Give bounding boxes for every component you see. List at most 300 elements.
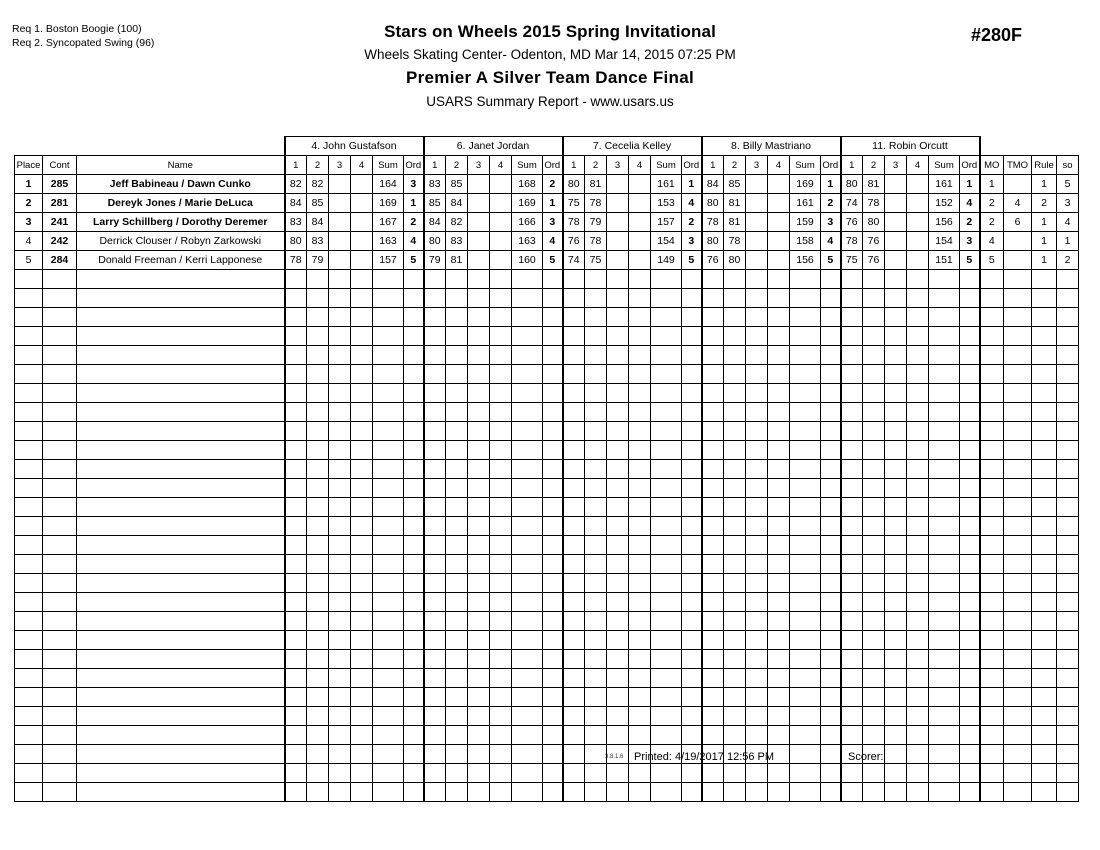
cell-blank <box>1057 308 1079 327</box>
cell-blank <box>585 593 607 612</box>
cell-score <box>351 194 373 213</box>
cell-blank <box>980 460 1004 479</box>
table-row[interactable] <box>15 175 1079 194</box>
cell-name: Derrick Clouser / Robyn Zarkowski <box>77 232 285 251</box>
cell-blank <box>373 593 404 612</box>
cell-blank <box>543 688 563 707</box>
cell-blank <box>821 688 841 707</box>
cell-blank <box>1057 574 1079 593</box>
column-header-row <box>15 156 1079 175</box>
cell-blank <box>907 726 929 745</box>
cell-blank <box>629 726 651 745</box>
cell-blank <box>512 517 543 536</box>
cell-blank <box>446 327 468 346</box>
cell-blank <box>446 574 468 593</box>
table-row-blank[interactable] <box>15 517 1079 536</box>
cell-blank <box>15 346 43 365</box>
cell-blank <box>446 403 468 422</box>
cell-blank <box>790 327 821 346</box>
cell-blank <box>790 479 821 498</box>
cell-blank <box>329 612 351 631</box>
cell-blank <box>307 669 329 688</box>
cell-blank <box>960 764 980 783</box>
cell-blank <box>446 289 468 308</box>
cell-blank <box>724 403 746 422</box>
cell-score <box>907 251 929 270</box>
cell-blank <box>960 384 980 403</box>
cell-score <box>885 175 907 194</box>
cell-blank <box>543 498 563 517</box>
cell-blank <box>285 308 307 327</box>
cell-blank <box>790 346 821 365</box>
cell-blank <box>651 707 682 726</box>
cell-blank <box>790 650 821 669</box>
cell-blank <box>863 726 885 745</box>
cell-ord: 1 <box>821 175 841 194</box>
cell-blank <box>768 593 790 612</box>
cell-blank <box>446 650 468 669</box>
cell-blank <box>629 498 651 517</box>
cell-blank <box>543 650 563 669</box>
cell-ord: 4 <box>960 194 980 213</box>
cell-score <box>746 175 768 194</box>
column-header-sub-ord: Ord <box>821 156 841 175</box>
cell-blank <box>907 327 929 346</box>
judge-header: 6. Janet Jordan <box>424 137 563 156</box>
cell-blank <box>724 327 746 346</box>
cell-blank <box>841 631 863 650</box>
table-row-blank[interactable] <box>15 764 1079 783</box>
cell-blank <box>929 688 960 707</box>
cell-so: 4 <box>1057 213 1079 232</box>
cell-blank <box>490 422 512 441</box>
table-row-blank[interactable] <box>15 726 1079 745</box>
cell-blank <box>702 650 724 669</box>
cell-blank <box>15 403 43 422</box>
cell-blank <box>746 384 768 403</box>
cell-blank <box>702 707 724 726</box>
cell-blank <box>960 688 980 707</box>
column-header-sub-4: 4 <box>907 156 929 175</box>
cell-blank <box>43 536 77 555</box>
cell-blank <box>563 593 585 612</box>
cell-blank <box>585 498 607 517</box>
cell-blank <box>1032 574 1057 593</box>
column-header-sub-4: 4 <box>490 156 512 175</box>
cell-blank <box>424 669 446 688</box>
cell-blank <box>724 479 746 498</box>
cell-blank <box>490 517 512 536</box>
cell-blank <box>651 365 682 384</box>
cell-blank <box>512 574 543 593</box>
cell-blank <box>15 707 43 726</box>
cell-blank <box>682 726 702 745</box>
cell-blank <box>512 612 543 631</box>
cell-blank <box>929 726 960 745</box>
cell-blank <box>980 783 1004 802</box>
cell-blank <box>651 574 682 593</box>
cell-blank <box>629 460 651 479</box>
cell-blank <box>329 460 351 479</box>
cell-ord: 2 <box>960 213 980 232</box>
cell-score: 84 <box>307 213 329 232</box>
cell-blank <box>841 384 863 403</box>
cell-blank <box>724 308 746 327</box>
cell-blank <box>285 327 307 346</box>
table-row-blank[interactable] <box>15 498 1079 517</box>
cell-blank <box>790 783 821 802</box>
cell-blank <box>15 764 43 783</box>
cell-blank <box>682 308 702 327</box>
cell-blank <box>1004 384 1032 403</box>
results-table <box>14 136 1079 802</box>
cell-sum: 163 <box>512 232 543 251</box>
cell-blank <box>607 498 629 517</box>
cell-blank <box>307 498 329 517</box>
cell-blank <box>607 631 629 650</box>
judge-header: 8. Billy Mastriano <box>702 137 841 156</box>
cell-blank <box>790 669 821 688</box>
cell-rule: 1 <box>1032 175 1057 194</box>
table-row-blank[interactable] <box>15 403 1079 422</box>
cell-blank <box>629 574 651 593</box>
cell-blank <box>980 270 1004 289</box>
cell-blank <box>468 707 490 726</box>
cell-score <box>468 232 490 251</box>
cell-blank <box>702 384 724 403</box>
cell-blank <box>629 270 651 289</box>
cell-blank <box>446 593 468 612</box>
table-row-blank[interactable] <box>15 707 1079 726</box>
cell-blank <box>1032 707 1057 726</box>
cell-blank <box>1057 384 1079 403</box>
cell-blank <box>821 479 841 498</box>
cell-blank <box>446 536 468 555</box>
table-row-blank[interactable] <box>15 289 1079 308</box>
cell-blank <box>607 479 629 498</box>
table-row-blank[interactable] <box>15 479 1079 498</box>
cell-score: 80 <box>424 232 446 251</box>
cell-blank <box>585 270 607 289</box>
cell-blank <box>960 650 980 669</box>
cell-blank <box>1057 631 1079 650</box>
cell-tmo: 4 <box>1004 194 1032 213</box>
cell-blank <box>651 669 682 688</box>
cell-blank <box>285 650 307 669</box>
table-row-blank[interactable] <box>15 384 1079 403</box>
cell-blank <box>724 631 746 650</box>
table-row-blank[interactable] <box>15 460 1079 479</box>
cell-score: 81 <box>446 251 468 270</box>
cell-score: 79 <box>307 251 329 270</box>
cell-blank <box>424 593 446 612</box>
cell-blank <box>863 403 885 422</box>
cell-blank <box>446 346 468 365</box>
cell-blank <box>512 498 543 517</box>
cell-blank <box>446 441 468 460</box>
cell-score <box>607 251 629 270</box>
cell-blank <box>285 498 307 517</box>
cell-blank <box>468 479 490 498</box>
cell-blank <box>980 707 1004 726</box>
cell-blank <box>907 460 929 479</box>
judge-header: 11. Robin Orcutt <box>841 137 980 156</box>
cell-blank <box>746 403 768 422</box>
table-row-blank[interactable] <box>15 327 1079 346</box>
cell-blank <box>629 517 651 536</box>
cell-blank <box>821 384 841 403</box>
cell-score: 83 <box>424 175 446 194</box>
table-row-blank[interactable] <box>15 574 1079 593</box>
table-row-blank[interactable] <box>15 555 1079 574</box>
cell-blank <box>863 631 885 650</box>
cell-blank <box>373 365 404 384</box>
cell-blank <box>1057 612 1079 631</box>
cell-blank <box>373 270 404 289</box>
cell-blank <box>77 612 285 631</box>
cell-score <box>885 232 907 251</box>
cell-blank <box>960 745 980 764</box>
cell-blank <box>490 289 512 308</box>
cell-blank <box>307 479 329 498</box>
cell-blank <box>980 384 1004 403</box>
cell-blank <box>329 308 351 327</box>
cell-blank <box>980 650 1004 669</box>
cell-blank <box>863 517 885 536</box>
table-row-blank[interactable] <box>15 270 1079 289</box>
cell-blank <box>15 726 43 745</box>
column-header-sub-ord: Ord <box>543 156 563 175</box>
cell-blank <box>702 555 724 574</box>
cell-blank <box>682 783 702 802</box>
cell-score: 84 <box>424 213 446 232</box>
cell-mo: 4 <box>980 232 1004 251</box>
column-header-sub-ord: Ord <box>960 156 980 175</box>
cell-blank <box>929 650 960 669</box>
cell-blank <box>585 422 607 441</box>
table-row-blank[interactable] <box>15 669 1079 688</box>
cell-blank <box>563 422 585 441</box>
cell-blank <box>43 327 77 346</box>
table-row-blank[interactable] <box>15 365 1079 384</box>
cell-blank <box>563 441 585 460</box>
cell-blank <box>329 631 351 650</box>
table-row-blank[interactable] <box>15 745 1079 764</box>
cell-blank <box>468 555 490 574</box>
cell-blank <box>446 422 468 441</box>
cell-blank <box>585 536 607 555</box>
cell-blank <box>351 593 373 612</box>
cell-blank <box>490 631 512 650</box>
cell-blank <box>404 726 424 745</box>
cell-blank <box>490 479 512 498</box>
table-row-blank[interactable] <box>15 612 1079 631</box>
table-row-blank[interactable] <box>15 536 1079 555</box>
cell-blank <box>43 783 77 802</box>
cell-blank <box>43 422 77 441</box>
cell-score: 78 <box>585 232 607 251</box>
cell-blank <box>960 422 980 441</box>
cell-blank <box>351 403 373 422</box>
cell-blank <box>629 308 651 327</box>
cell-blank <box>424 536 446 555</box>
cell-score: 81 <box>863 175 885 194</box>
cell-blank <box>43 669 77 688</box>
cell-score <box>768 213 790 232</box>
cell-cont: 285 <box>43 175 77 194</box>
cell-blank <box>724 536 746 555</box>
cell-blank <box>863 669 885 688</box>
cell-blank <box>821 365 841 384</box>
cell-score <box>490 251 512 270</box>
cell-blank <box>351 289 373 308</box>
cell-blank <box>543 289 563 308</box>
cell-blank <box>404 327 424 346</box>
cell-blank <box>841 574 863 593</box>
cell-blank <box>404 403 424 422</box>
cell-blank <box>512 289 543 308</box>
table-row-blank[interactable] <box>15 593 1079 612</box>
table-row-blank[interactable] <box>15 650 1079 669</box>
cell-blank <box>15 612 43 631</box>
column-header-sub-2: 2 <box>585 156 607 175</box>
cell-blank <box>768 308 790 327</box>
cell-blank <box>424 650 446 669</box>
cell-blank <box>885 498 907 517</box>
table-row[interactable] <box>15 232 1079 251</box>
cell-blank <box>1004 289 1032 308</box>
cell-blank <box>863 346 885 365</box>
cell-blank <box>373 555 404 574</box>
cell-blank <box>1004 422 1032 441</box>
cell-blank <box>682 669 702 688</box>
cell-blank <box>490 593 512 612</box>
cell-blank <box>1057 403 1079 422</box>
cell-blank <box>285 688 307 707</box>
table-row-blank[interactable] <box>15 346 1079 365</box>
cell-blank <box>373 460 404 479</box>
judge-header-row <box>15 137 1079 156</box>
cell-blank <box>1032 517 1057 536</box>
cell-blank <box>980 688 1004 707</box>
cell-blank <box>885 517 907 536</box>
cell-blank <box>329 384 351 403</box>
cell-blank <box>1057 593 1079 612</box>
cell-blank <box>1032 783 1057 802</box>
cell-blank <box>1057 422 1079 441</box>
cell-blank <box>607 517 629 536</box>
cell-blank <box>885 422 907 441</box>
cell-blank <box>585 289 607 308</box>
cell-blank <box>768 384 790 403</box>
cell-score: 81 <box>585 175 607 194</box>
cell-blank <box>373 441 404 460</box>
table-row-blank[interactable] <box>15 441 1079 460</box>
cell-blank <box>724 612 746 631</box>
cell-blank <box>768 555 790 574</box>
cell-blank <box>563 517 585 536</box>
cell-so: 2 <box>1057 251 1079 270</box>
cell-score: 82 <box>307 175 329 194</box>
cell-score <box>468 175 490 194</box>
table-row[interactable] <box>15 194 1079 213</box>
table-row-blank[interactable] <box>15 688 1079 707</box>
cell-blank <box>424 270 446 289</box>
table-row-blank[interactable] <box>15 631 1079 650</box>
cell-blank <box>1032 403 1057 422</box>
cell-blank <box>651 479 682 498</box>
cell-blank <box>329 688 351 707</box>
cell-ord: 1 <box>960 175 980 194</box>
cell-blank <box>768 346 790 365</box>
cell-blank <box>929 327 960 346</box>
cell-blank <box>1057 688 1079 707</box>
cell-name: Donald Freeman / Kerri Lapponese <box>77 251 285 270</box>
cell-blank <box>841 308 863 327</box>
cell-blank <box>980 669 1004 688</box>
cell-blank <box>651 422 682 441</box>
cell-blank <box>373 327 404 346</box>
cell-blank <box>563 631 585 650</box>
cell-blank <box>885 593 907 612</box>
cell-blank <box>351 707 373 726</box>
table-row-blank[interactable] <box>15 308 1079 327</box>
cell-blank <box>585 517 607 536</box>
table-row-blank[interactable] <box>15 783 1079 802</box>
table-row[interactable] <box>15 251 1079 270</box>
cell-name: Larry Schillberg / Dorothy Deremer <box>77 213 285 232</box>
cell-blank <box>746 593 768 612</box>
cell-blank <box>543 517 563 536</box>
cell-blank <box>329 346 351 365</box>
cell-blank <box>885 688 907 707</box>
cell-blank <box>424 745 446 764</box>
cell-blank <box>863 384 885 403</box>
cell-blank <box>790 574 821 593</box>
cell-blank <box>468 726 490 745</box>
cell-blank <box>1032 631 1057 650</box>
cell-blank <box>841 764 863 783</box>
cell-blank <box>15 536 43 555</box>
cell-blank <box>651 536 682 555</box>
cell-score: 78 <box>285 251 307 270</box>
cell-score: 76 <box>702 251 724 270</box>
cell-blank <box>585 669 607 688</box>
cell-score: 84 <box>702 175 724 194</box>
cell-blank <box>468 764 490 783</box>
cell-blank <box>563 536 585 555</box>
cell-place: 1 <box>15 175 43 194</box>
cell-blank <box>790 555 821 574</box>
table-row-blank[interactable] <box>15 422 1079 441</box>
cell-blank <box>768 327 790 346</box>
cell-ord: 3 <box>821 213 841 232</box>
cell-blank <box>885 764 907 783</box>
cell-blank <box>77 460 285 479</box>
cell-blank <box>512 555 543 574</box>
cell-blank <box>1032 441 1057 460</box>
cell-blank <box>329 726 351 745</box>
table-row[interactable] <box>15 213 1079 232</box>
cell-blank <box>43 308 77 327</box>
cell-blank <box>607 327 629 346</box>
requirement-item: Req 1. Boston Boogie (100) <box>12 23 142 35</box>
cell-blank <box>907 498 929 517</box>
cell-blank <box>929 384 960 403</box>
cell-blank <box>1032 270 1057 289</box>
cell-score <box>329 232 351 251</box>
cell-blank <box>863 441 885 460</box>
